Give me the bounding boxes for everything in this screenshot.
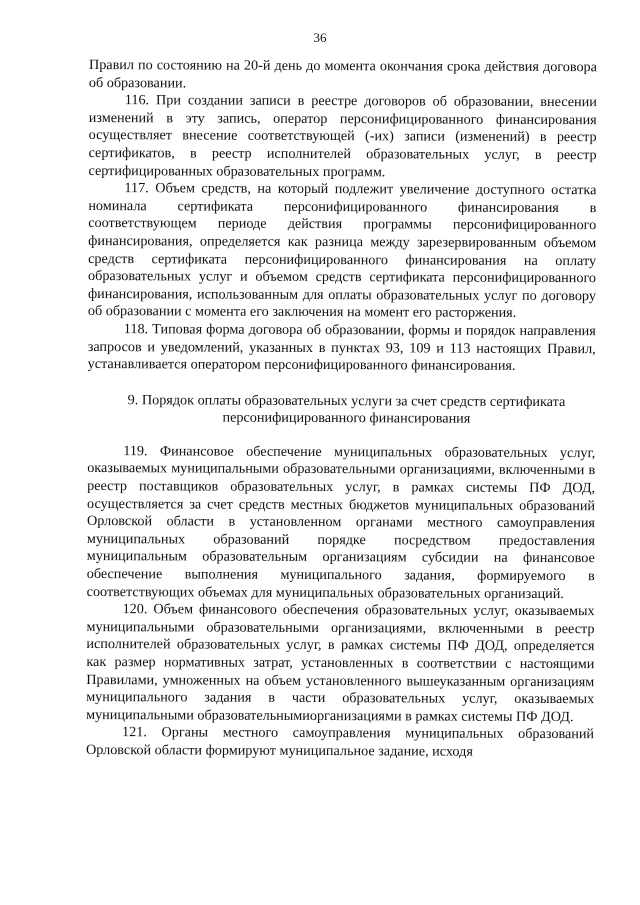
paragraph-116: 116. При создании записи в реестре договоров об образовании, внесении изменений в эту запись, оператор персонифицированного финансирования осуществляет внесение соответствующей (-их) записи (изменений) в реестр сертификатов, в реестр исполнителей образовательных услуг, в реестр сертифицированных образовательных программ. — [88, 92, 597, 180]
paragraph-121: 121. Органы местного самоуправления муниципальных образований Орловской области формируют муниципальное задание, исходя — [85, 724, 595, 760]
page-number: 36 — [313, 30, 327, 45]
paragraph-continuation: Правил по состоянию на 20-й день до момента окончания срока действия договора об образовании. — [88, 57, 597, 92]
paragraph-118: 118. Типовая форма договора об образовании, формы и порядок направления запросов и уведомлений, указанных в пунктах 93, 109 и 113 настоящих Правил, устанавливается оператором персонифицированного финансирования. — [87, 321, 596, 374]
section-heading-line-2: персонифицированного финансирования — [222, 409, 471, 427]
paragraph-117: 117. Объем средств, на который подлежит увеличение доступного остатка номинала сертификата персонифицированного финансирования в соответствующем периоде действия программы персонифицированного финансирования, определяется как разница между зарезервированным объемом средств сертификата персонифицированного финансирования на оплату образовательных услуг и объемом средств сертификата персонифицированного финансирования, использованным для оплаты образовательных услуг по договору об образовании с момента его заключения на момент его расторжения. — [87, 180, 597, 322]
document-body — [86, 57, 597, 762]
section-heading-line-1: 9. Порядок оплаты образовательных услуги за счет средств сертификата — [127, 391, 566, 410]
section-heading — [87, 392, 595, 429]
paragraph-120: 120. Объем финансового обеспечения образовательных услуг, оказываемых муниципальными образовательными организациями, включенными в реестр исполнителей образовательных услуг, в рамках системы ПФ ДОД, определяется как размер нормативных затрат, установленных в соответствии с настоящими Правилами, умноженных на объем установленного вышеуказанным организациям муниципального задания в части образовательных услуг, оказываемых муниципальными образовательнымиорганизациями в рамках системы ПФ ДОД. — [86, 601, 595, 725]
paragraph-119: 119. Финансовое обеспечение муниципальных образовательных услуг, оказываемых муниципальными образовательными организациями, включенными в реестр поставщиков образовательных услуг, в рамках системы ПФ ДОД, осуществляется за счет средств местных бюджетов муниципальных образований Орловской области в установленном органами местного самоуправления муниципальных образований порядке посредством предоставления муниципальным образовательным организациям субсидии на финансовое обеспечение выполнения муниципального задания, формируемого в соответствующих объемах для муниципальных образовательных организаций. — [86, 443, 596, 602]
